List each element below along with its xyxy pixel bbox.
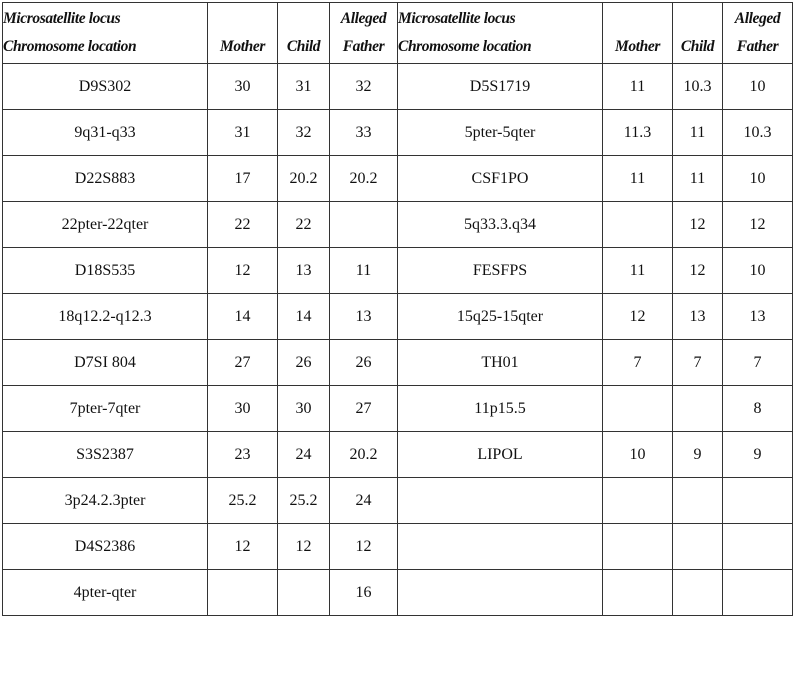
header-child-label: Child <box>286 38 321 55</box>
right-father-cell: 7 <box>723 340 793 386</box>
right-father-cell <box>723 478 793 524</box>
right-child-cell <box>673 570 723 616</box>
left-child-cell: 12 <box>278 524 330 570</box>
left-mother-cell: 17 <box>208 156 278 202</box>
right-mother-cell: 10 <box>603 432 673 478</box>
right-father-cell: 10 <box>723 156 793 202</box>
right-father-cell <box>723 524 793 570</box>
header-child-right <box>673 3 723 64</box>
right-locus-cell <box>398 478 603 524</box>
left-father-cell: 16 <box>330 570 398 616</box>
right-father-cell: 13 <box>723 294 793 340</box>
table-row <box>3 202 793 248</box>
left-father-cell: 20.2 <box>330 156 398 202</box>
right-father-cell: 10 <box>723 248 793 294</box>
header-locus-line1: Microsatellite locus <box>398 10 516 27</box>
left-mother-cell: 31 <box>208 110 278 156</box>
header-father-line1: Alleged <box>734 10 781 27</box>
right-mother-cell: 11 <box>603 156 673 202</box>
right-mother-cell: 7 <box>603 340 673 386</box>
left-child-cell: 22 <box>278 202 330 248</box>
table-row <box>3 386 793 432</box>
left-child-cell: 13 <box>278 248 330 294</box>
header-mother-label: Mother <box>220 38 265 55</box>
table-row <box>3 570 793 616</box>
left-father-cell: 32 <box>330 64 398 110</box>
left-father-cell: 20.2 <box>330 432 398 478</box>
left-locus-cell: D7SI 804 <box>3 340 208 386</box>
left-locus-cell: 3p24.2.3pter <box>3 478 208 524</box>
left-locus-cell: D4S2386 <box>3 524 208 570</box>
header-locus-line1: Microsatellite locus <box>3 10 121 27</box>
left-locus-cell: 4pter-qter <box>3 570 208 616</box>
header-locus-line2: Chromosome location <box>3 38 137 55</box>
table-row <box>3 432 793 478</box>
right-father-cell <box>723 570 793 616</box>
right-locus-cell: TH01 <box>398 340 603 386</box>
right-child-cell: 11 <box>673 156 723 202</box>
right-locus-cell: 5q33.3.q34 <box>398 202 603 248</box>
left-child-cell: 25.2 <box>278 478 330 524</box>
left-child-cell: 20.2 <box>278 156 330 202</box>
header-child-left <box>278 3 330 64</box>
right-child-cell <box>673 478 723 524</box>
left-child-cell: 32 <box>278 110 330 156</box>
right-mother-cell <box>603 570 673 616</box>
right-father-cell: 12 <box>723 202 793 248</box>
right-locus-cell: CSF1PO <box>398 156 603 202</box>
header-row <box>3 3 793 64</box>
header-father-line2: Father <box>342 38 385 55</box>
left-child-cell: 14 <box>278 294 330 340</box>
table-row <box>3 110 793 156</box>
table-row <box>3 340 793 386</box>
left-father-cell: 11 <box>330 248 398 294</box>
right-father-cell: 8 <box>723 386 793 432</box>
right-locus-cell: LIPOL <box>398 432 603 478</box>
right-child-cell: 9 <box>673 432 723 478</box>
right-father-cell: 10 <box>723 64 793 110</box>
left-locus-cell: D18S535 <box>3 248 208 294</box>
right-locus-cell: 11p15.5 <box>398 386 603 432</box>
left-father-cell: 12 <box>330 524 398 570</box>
right-child-cell <box>673 386 723 432</box>
left-mother-cell <box>208 570 278 616</box>
table-row <box>3 478 793 524</box>
right-child-cell: 7 <box>673 340 723 386</box>
left-father-cell: 26 <box>330 340 398 386</box>
left-mother-cell: 12 <box>208 248 278 294</box>
right-mother-cell: 11.3 <box>603 110 673 156</box>
left-locus-cell: 9q31-q33 <box>3 110 208 156</box>
header-father-line1: Alleged <box>340 10 387 27</box>
left-child-cell: 31 <box>278 64 330 110</box>
right-child-cell <box>673 524 723 570</box>
table-row <box>3 524 793 570</box>
right-mother-cell <box>603 386 673 432</box>
right-child-cell: 12 <box>673 248 723 294</box>
right-child-cell: 11 <box>673 110 723 156</box>
right-locus-cell: D5S1719 <box>398 64 603 110</box>
right-mother-cell: 11 <box>603 248 673 294</box>
right-father-cell: 10.3 <box>723 110 793 156</box>
right-mother-cell <box>603 478 673 524</box>
left-father-cell: 27 <box>330 386 398 432</box>
header-father-left <box>330 3 398 64</box>
left-mother-cell: 27 <box>208 340 278 386</box>
header-mother-right <box>603 3 673 64</box>
right-mother-cell <box>603 524 673 570</box>
header-child-label: Child <box>680 38 715 55</box>
right-mother-cell: 12 <box>603 294 673 340</box>
table-row <box>3 64 793 110</box>
right-locus-cell: FESFPS <box>398 248 603 294</box>
table-row <box>3 156 793 202</box>
left-child-cell: 26 <box>278 340 330 386</box>
right-child-cell: 10.3 <box>673 64 723 110</box>
table-row <box>3 248 793 294</box>
genotype-table <box>2 2 793 616</box>
left-mother-cell: 30 <box>208 386 278 432</box>
left-father-cell: 33 <box>330 110 398 156</box>
left-locus-cell: 7pter-7qter <box>3 386 208 432</box>
left-father-cell: 13 <box>330 294 398 340</box>
left-locus-cell: 22pter-22qter <box>3 202 208 248</box>
right-locus-cell: 15q25-15qter <box>398 294 603 340</box>
header-father-right <box>723 3 793 64</box>
right-child-cell: 13 <box>673 294 723 340</box>
left-child-cell: 30 <box>278 386 330 432</box>
left-mother-cell: 12 <box>208 524 278 570</box>
left-mother-cell: 22 <box>208 202 278 248</box>
header-locus-left <box>3 3 208 64</box>
left-mother-cell: 25.2 <box>208 478 278 524</box>
right-father-cell: 9 <box>723 432 793 478</box>
left-father-cell <box>330 202 398 248</box>
header-locus-line2: Chromosome location <box>398 38 532 55</box>
right-child-cell: 12 <box>673 202 723 248</box>
left-mother-cell: 30 <box>208 64 278 110</box>
left-mother-cell: 23 <box>208 432 278 478</box>
header-father-line2: Father <box>736 38 779 55</box>
header-mother-left <box>208 3 278 64</box>
right-mother-cell: 11 <box>603 64 673 110</box>
left-child-cell <box>278 570 330 616</box>
left-locus-cell: D22S883 <box>3 156 208 202</box>
header-locus-right <box>398 3 603 64</box>
left-father-cell: 24 <box>330 478 398 524</box>
right-locus-cell <box>398 570 603 616</box>
left-child-cell: 24 <box>278 432 330 478</box>
right-mother-cell <box>603 202 673 248</box>
header-mother-label: Mother <box>615 38 660 55</box>
left-locus-cell: 18q12.2-q12.3 <box>3 294 208 340</box>
right-locus-cell <box>398 524 603 570</box>
table-row <box>3 294 793 340</box>
right-locus-cell: 5pter-5qter <box>398 110 603 156</box>
left-locus-cell: S3S2387 <box>3 432 208 478</box>
left-locus-cell: D9S302 <box>3 64 208 110</box>
left-mother-cell: 14 <box>208 294 278 340</box>
